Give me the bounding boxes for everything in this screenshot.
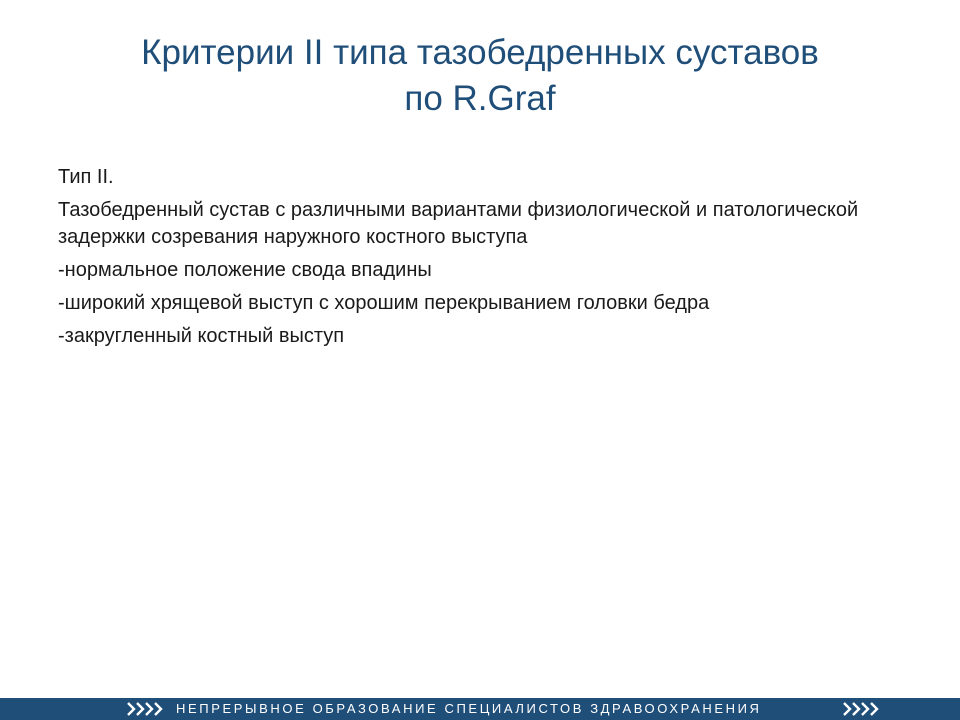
footer-bar [0,698,960,720]
title-line-2: по R.Graf [404,79,556,118]
paragraph-criterion-1: -нормальное положение свода впадины [58,259,432,281]
paragraph-description: Тазобедренный сустав с различными вариантами физиологической и патологической задержки созревания наружного костного выступа [58,199,859,248]
paragraph-type: Тип II. [58,166,114,188]
double-chevron-right-icon [126,699,166,719]
double-chevron-right-icon [842,699,882,719]
paragraph-criterion-3: -закругленный костный выступ [58,325,345,347]
paragraph-criterion-2: -широкий хрящевой выступ с хорошим перекрыванием головки бедра [58,292,710,314]
slide-body [58,164,918,356]
title-line-1: Критерии II типа тазобедренных суставов [141,33,819,72]
slide-title [40,30,920,122]
footer-text: НЕПРЕРЫВНОЕ ОБРАЗОВАНИЕ СПЕЦИАЛИСТОВ ЗДРАВООХРАНЕНИЯ [176,701,762,716]
